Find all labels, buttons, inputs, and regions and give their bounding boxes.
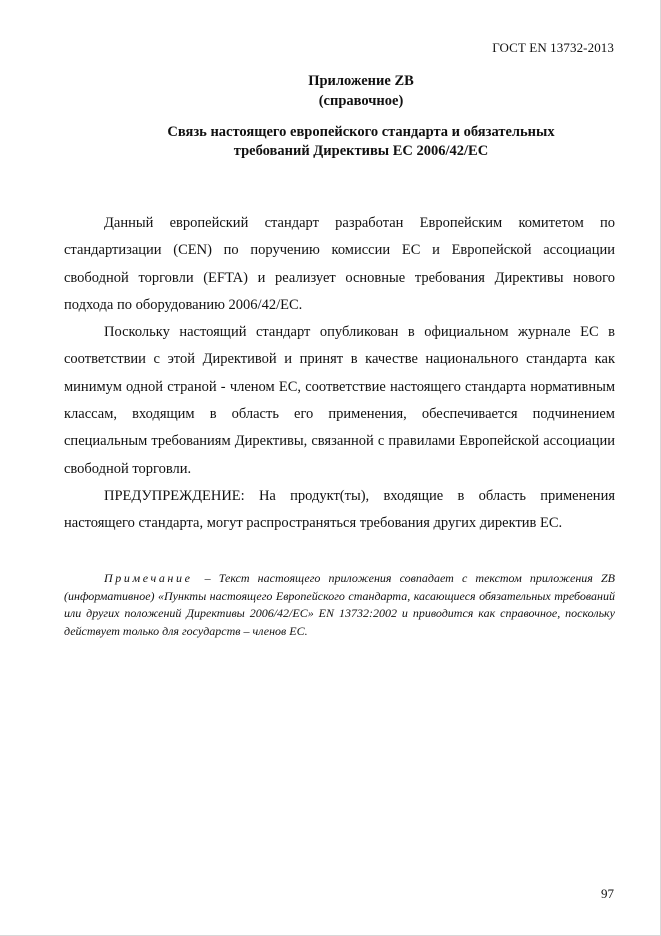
appendix-heading-line1: Связь настоящего европейского стандарта и обязательных: [167, 124, 555, 140]
document-code: ГОСТ EN 13732-2013: [492, 40, 614, 55]
note-label: Примечание: [104, 571, 193, 585]
appendix-subtitle: (справочное): [318, 93, 404, 109]
appendix-title: Приложение ZB: [308, 73, 414, 89]
appendix-heading: [64, 123, 658, 161]
page-number: 97: [601, 886, 614, 901]
body-text: [64, 210, 615, 538]
paragraph: ПРЕДУПРЕЖДЕНИЕ: На продукт(ты), входящие в область применения настоящего стандарта, могут распространяться требования других директив ЕС.: [64, 487, 615, 532]
paragraph: Данный европейский стандарт разработан Европейским комитетом по стандартизации (CEN) по поручению комиссии ЕС и Европейской ассоциации свободной торговли (EFTA) и реализует основные требования Директивы нового подхода по оборудованию 2006/42/ЕС.: [64, 215, 615, 313]
note-text: – Текст настоящего приложения совпадает с текстом приложения ZB (информативное) «Пункты настоящего Европейского стандарта, касающиеся обязательных требований или других положений Директивы 2006/42/ЕС» EN 13732:2002 и приводится как справочное, поскольку действует только для государств – членов ЕС.: [64, 571, 616, 638]
appendix-heading-line2: требований Директивы ЕС 2006/42/ЕС: [233, 143, 489, 159]
paragraph: Поскольку настоящий стандарт опубликован в официальном журнале ЕС в соответствии с этой Директивой и принят в качестве национального стандарта как минимум одной страной - членом ЕС, соответствие настоящего стандарта нормативным классам, входящим в область его применения, обеспечивается подчинением специальным требованиям Директивы, связанной с правилами Европейской ассоциации свободной торговли.: [64, 324, 615, 477]
note: [64, 570, 615, 640]
